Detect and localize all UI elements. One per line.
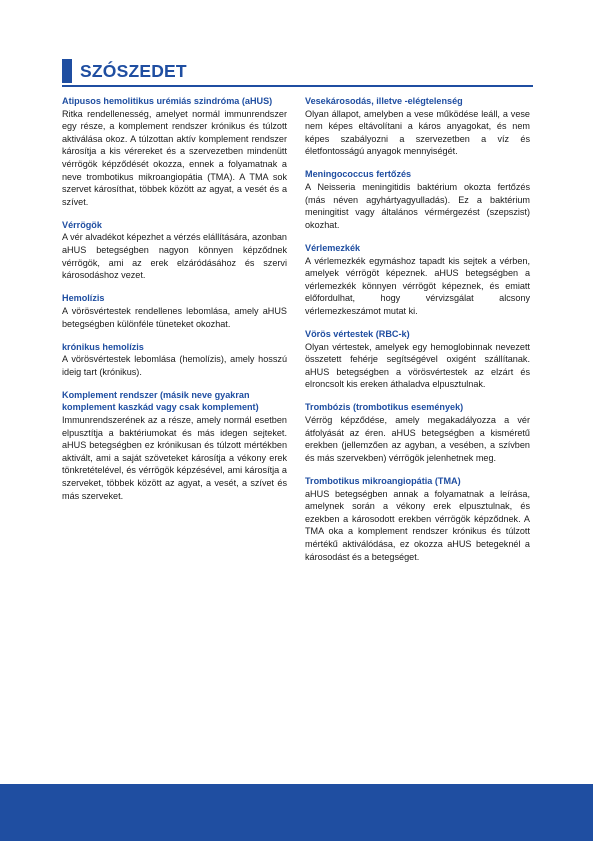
glossary-term: Atipusos hemolitikus urémiás szindróma (aHUS) <box>62 96 273 106</box>
glossary-term: Hemolízis <box>62 293 105 304</box>
glossary-definition: Olyan vértestek, amelyek egy hemoglobinnak nevezett összetett fehérje segítségével oxigént szállítanak. aHUS betegségben a vörösvértestek az elzárt és elroncsolt kis ereken áthaladva elpusztulnak. <box>305 341 530 390</box>
glossary-term: krónikus hemolízis <box>62 341 144 352</box>
glossary-term: Vörös vértestek (RBC-k) <box>305 329 410 339</box>
glossary-definition: aHUS betegségben annak a folyamatnak a leírása, amelynek során a vékony erek elpusztulnak, és ezekben a károsodott erekben vérrögök képződnek. A TMA oka a komplement rendszer krónikus és túlzott mértékű aktiválódása, ez okozza aHUS betegeknél a károsodást és a betegséget. <box>305 488 530 562</box>
title-underline <box>62 85 533 87</box>
glossary-entry <box>62 95 287 208</box>
glossary-definition: A vér alvadékot képezhet a vérzés elállítására, azonban aHUS betegségben nagyon könnyen képződnek vérrögök, ami az erek elzáródásához és szervi károsodáshoz vezet. <box>62 232 287 281</box>
glossary-term: Vesekárosodás, illetve -elégtelenség <box>305 96 463 106</box>
glossary-definition: A vérlemezkék egymáshoz tapadt kis sejtek a vérben, amelyek vérrögöt képeznek. aHUS betegségben a vérlemezkék könnyen vérrögöt képeznek, és emiatt előfordulhat, hogy vérvizsgálat alcsony vérlemezkeszámot mutat ki. <box>305 255 530 316</box>
glossary-entry <box>62 292 287 330</box>
glossary-term: Komplement rendszer (másik neve gyakran komplement kaszkád vagy csak komplement) <box>62 389 259 413</box>
glossary-term: Trombózis (trombotikus események) <box>305 402 464 413</box>
page-title: SZÓSZEDET <box>80 61 187 81</box>
footer-band <box>0 784 593 841</box>
glossary-entry <box>305 475 530 563</box>
glossary-term: Trombotikus mikroangiopátia (TMA) <box>305 475 461 486</box>
glossary-entry <box>62 389 287 502</box>
glossary-entry <box>305 401 530 464</box>
glossary-definition: Vérrög képződése, amely megakadályozza a vér átfolyását az éren. aHUS betegségben a kisméretű erekben (jellemzően az agyban, a vesében, a szívben és más szervekben) vérrögök jelenhetnek meg. <box>305 415 530 463</box>
glossary-entry <box>62 341 287 379</box>
glossary-term: Vérrögök <box>62 219 102 230</box>
glossary-left-column <box>62 95 287 513</box>
glossary-right-column <box>305 95 530 574</box>
title-accent-bar <box>62 59 72 83</box>
glossary-definition: Olyan állapot, amelyben a vese működése leáll, a vese nem képes eltávolítani a káros anyagokat, és nem képes szabályozni a szervezetben a víz és életfontosságú anyagok mennyiségét. <box>305 108 530 157</box>
glossary-entry <box>305 95 530 158</box>
glossary-entry <box>62 219 287 282</box>
glossary-definition: A Neisseria meningitidis baktérium okozta fertőzés (más néven agyhártyagyulladás). Ez a baktérium meningitist vagy általános vérmérgezést (szepszist) okozhat. <box>305 182 530 230</box>
glossary-definition: Immunrendszerének az a része, amely normál esetben elpusztítja a baktériumokat és más idegen sejteket. aHUS betegségben ez krónikusan és túlzott mértékben aktivált, ami a saját szöveteket károsítja a vékony erek tönkretételével, és vérrögök képzésével, ami károsítja a szerveket, többek között az agyat, a vesét, a szívet és más szerveket. <box>62 415 287 501</box>
glossary-definition: Ritka rendellenesség, amelyet normál immunrendszer egy része, a komplement rendszer krónikus és túlzott aktiválása okoz. A túlzottan aktív komplement rendszer károsítja a kis vérereket és a szervezetben mindenütt vérrögök képződését okozza, ennek a folyamatnak a neve trombotikus mikroangiopátia (TMA). A TMA sok szervet károsíthat, többek között az agyat, a vesét és a szívet. <box>62 108 287 207</box>
glossary-definition: A vörösvértestek lebomlása (hemolízis), amely hosszú ideig tart (krónikus). <box>62 354 287 377</box>
glossary-definition: A vörösvértestek rendellenes lebomlása, amely aHUS betegségben különféle tüneteket okozhat. <box>62 305 287 329</box>
glossary-entry <box>305 168 530 231</box>
glossary-term: Vérlemezkék <box>305 242 361 253</box>
glossary-entry <box>305 328 530 391</box>
glossary-term: Meningococcus fertőzés <box>305 169 412 180</box>
glossary-entry <box>305 242 530 318</box>
